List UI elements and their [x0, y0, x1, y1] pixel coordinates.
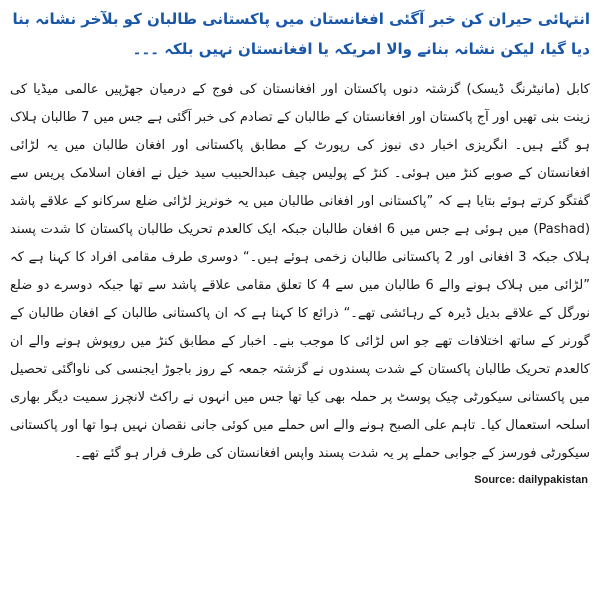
article-headline: انتہائی حیران کن خبر آگئی افغانستان میں پاکستانی طالبان کو بلآخر نشانہ بنا دیا گیا، لیکن نشانہ بنانے والا امریکہ یا افغانستان نہیں بلکہ ۔۔۔	[12, 10, 590, 58]
article-body: کابل (مانیٹرنگ ڈیسک) گزشتہ دنوں پاکستان اور افغانستان کی فوج کے درمیان جھڑپیں عالمی میڈیا کی زینت بنی تھیں اور آج پاکستان اور افغانستان کے طالبان کے تصادم کی خبر آگئی ہے جس میں 7 طالبان ہلاک ہو گئے ہیں۔ انگریزی اخبار دی نیوز کی رپورٹ کے مطابق پاکستانی اور افغان طالبان میں یہ لڑائی افغانستان کے صوبے کنڑ میں ہوئی۔ کنڑ کے پولیس چیف عبدالحبیب سید خیل نے افغان اسلامک پریس سے گفتگو کرتے ہوئے بتایا ہے کہ ”پاکستانی اور افغانی طالبان میں یہ خونریز لڑائی ضلع سرکانو کے علاقے پاشد (Pashad) میں ہوئی ہے جس میں 6 افغان طالبان جبکہ ایک کالعدم تحریک طالبان پاکستان کا شدت پسند ہلاک جبکہ 3 افغانی اور 2 پاکستانی طالبان زخمی ہوئے ہیں۔“ دوسری طرف مقامی افراد کا کہنا ہے کہ ”لڑائی میں ہلاک ہونے والے 6 طالبان میں سے 4 کا تعلق مقامی علاقے پاشد سے تھا جبکہ دوسرے دو ضلع نورگل کے علاقے بدیل ڈیرہ کے رہائشی تھے۔“ ذرائع کا کہنا ہے کہ ان پاکستانی طالبان کے افغان طالبان کے گورنر کے ساتھ اختلافات تھے جو اس لڑائی کا موجب بنے۔ اخبار کے مطابق کنڑ میں روپوش ہونے والے ان کالعدم تحریک طالبان پاکستان کے شدت پسندوں نے گزشتہ جمعہ کے روز باجوڑ ایجنسی کی ناواگئی تحصیل میں پاکستانی سیکورٹی چیک پوسٹ پر حملہ بھی کیا تھا جس میں انہوں نے راکٹ لانچرز سمیت دیگر بھاری اسلحہ استعمال کیا۔ تاہم علی الصبح ہونے والے اس حملے میں کوئی جانی نقصان نہیں ہوا تھا اور پاکستانی سیکورٹی فورسز کے جوابی حملے پر یہ شدت پسند واپس افغانستان کی طرف فرار ہو گئے تھے۔	[10, 82, 591, 461]
article-source: Source: dailypakistan	[474, 474, 588, 486]
article-container	[10, 4, 590, 594]
